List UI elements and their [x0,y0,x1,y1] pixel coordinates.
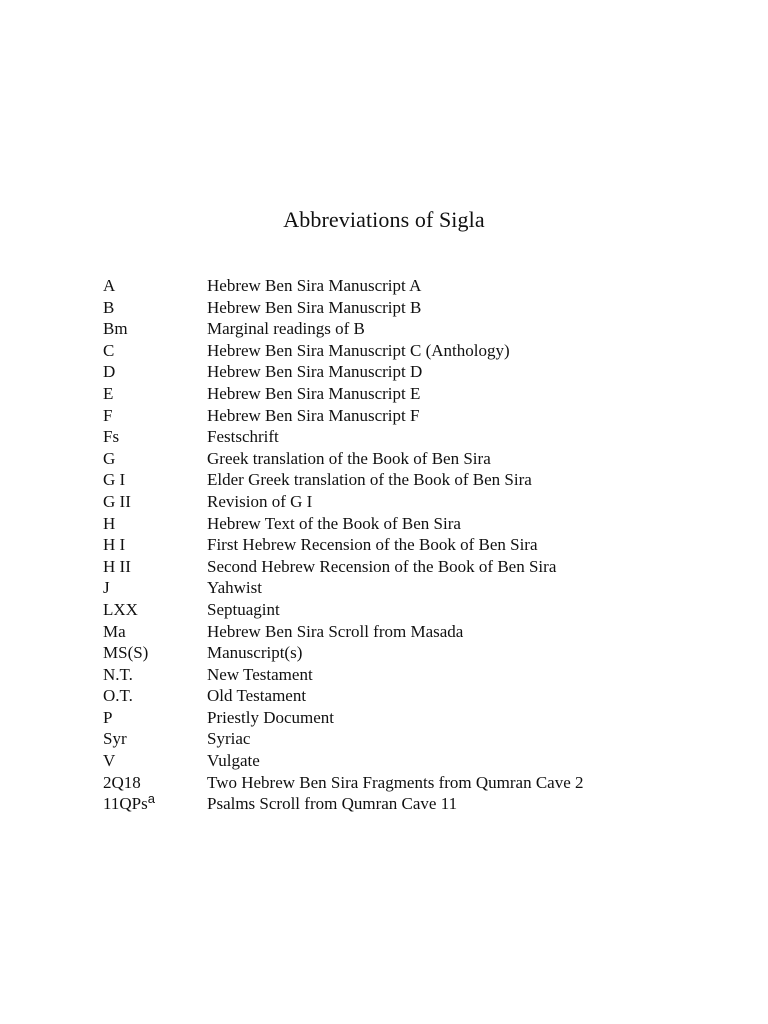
abbreviation-description: Syriac [207,729,251,749]
abbreviation-description: Hebrew Ben Sira Manuscript C (Anthology) [207,340,510,360]
abbreviation-text: E [103,383,114,403]
abbreviation-text: H II [103,556,131,576]
abbreviation-term [103,361,207,383]
abbreviation-description: Hebrew Ben Sira Manuscript B [207,297,422,317]
abbreviation-term [103,426,207,448]
abbreviation-text: A [103,276,116,295]
abbreviation-term [103,793,207,815]
abbreviation-text: MS(S) [103,643,149,663]
abbreviation-text: Syr [103,729,127,749]
abbreviation-row [103,318,723,340]
page-title: Abbreviations of Sigla [283,207,485,232]
abbreviation-text: F [103,405,113,425]
abbreviation-row [103,577,723,599]
abbreviation-description: Festschrift [207,427,279,447]
abbreviation-row [103,728,723,750]
abbreviation-term [103,577,207,599]
abbreviation-description: Psalms Scroll from Qumran Cave 11 [207,794,458,814]
abbreviation-text: H [103,513,116,533]
abbreviation-text: G II [103,491,131,511]
abbreviation-term [103,621,207,643]
abbreviation-row [103,707,723,729]
abbreviation-term [103,642,207,664]
abbreviations-list [103,275,723,815]
abbreviation-description: Yahwist [207,578,262,598]
abbreviation-description: First Hebrew Recension of the Book of Ben Sira [207,535,538,555]
abbreviation-term [103,469,207,491]
abbreviation-description: Marginal readings of B [207,319,365,339]
abbreviation-description: Priestly Document [207,707,335,727]
abbreviation-text: O.T. [103,686,133,706]
abbreviation-text: B [103,297,115,317]
abbreviation-row [103,275,723,297]
abbreviation-text: LXX [103,599,138,619]
abbreviation-row [103,426,723,448]
abbreviation-term [103,772,207,794]
abbreviation-text: C [103,340,115,360]
abbreviation-text: G [103,448,116,468]
abbreviation-text: Fs [103,427,120,447]
abbreviation-description: Greek translation of the Book of Ben Sira [207,448,491,468]
abbreviation-text: 2Q18 [103,772,141,792]
abbreviation-term [103,340,207,362]
abbreviation-description: Hebrew Ben Sira Manuscript D [207,362,423,382]
abbreviation-description: Hebrew Ben Sira Manuscript E [207,383,421,403]
abbreviation-term [103,383,207,405]
abbreviation-text: Ma [103,621,126,641]
abbreviation-term [103,448,207,470]
abbreviation-term [103,556,207,578]
abbreviation-row [103,534,723,556]
abbreviation-term [103,664,207,686]
abbreviation-description: Hebrew Ben Sira Manuscript F [207,405,420,425]
abbreviation-row [103,772,723,794]
abbreviation-term [103,685,207,707]
abbreviation-row [103,297,723,319]
abbreviation-row [103,664,723,686]
abbreviation-term [103,491,207,513]
abbreviation-row [103,405,723,427]
abbreviation-row [103,361,723,383]
abbreviation-term [103,707,207,729]
abbreviation-row [103,469,723,491]
abbreviation-description: Old Testament [207,686,307,706]
abbreviation-superscript: a [147,791,155,807]
abbreviation-row [103,793,723,815]
abbreviation-term [103,513,207,535]
abbreviation-text: P [103,707,113,727]
abbreviation-row [103,599,723,621]
abbreviation-text: H I [103,535,126,555]
abbreviation-term [103,728,207,750]
abbreviation-term [103,297,207,319]
abbreviation-row [103,448,723,470]
abbreviation-description: Second Hebrew Recension of the Book of Ben Sira [207,556,557,576]
abbreviation-description: Hebrew Ben Sira Manuscript A [207,276,422,295]
abbreviation-description: Manuscript(s) [207,643,303,663]
abbreviation-text: Bm [103,319,128,339]
abbreviation-description: Vulgate [207,751,260,771]
abbreviation-row [103,556,723,578]
abbreviation-row [103,491,723,513]
abbreviation-text: D [103,362,116,382]
abbreviation-row [103,383,723,405]
abbreviation-description: New Testament [207,664,313,684]
abbreviation-text: J [103,578,110,598]
abbreviation-row [103,340,723,362]
abbreviation-term [103,750,207,772]
abbreviation-description: Elder Greek translation of the Book of Ben Sira [207,470,532,490]
abbreviation-row [103,621,723,643]
abbreviation-text: G I [103,470,126,490]
abbreviation-row [103,750,723,772]
abbreviation-term [103,534,207,556]
abbreviation-description: Hebrew Text of the Book of Ben Sira [207,513,461,533]
abbreviation-description: Hebrew Ben Sira Scroll from Masada [207,621,464,641]
abbreviation-text: N.T. [103,664,133,684]
abbreviation-text: V [103,751,116,771]
abbreviation-row [103,685,723,707]
abbreviation-term [103,599,207,621]
abbreviation-term [103,275,207,297]
abbreviation-description: Septuagint [207,599,280,619]
abbreviation-term [103,405,207,427]
abbreviation-term [103,318,207,340]
abbreviation-text: 11QPs [103,794,148,814]
abbreviation-row [103,642,723,664]
abbreviation-description: Two Hebrew Ben Sira Fragments from Qumran Cave 2 [207,772,584,792]
abbreviation-description: Revision of G I [207,491,313,511]
abbreviation-row [103,513,723,535]
